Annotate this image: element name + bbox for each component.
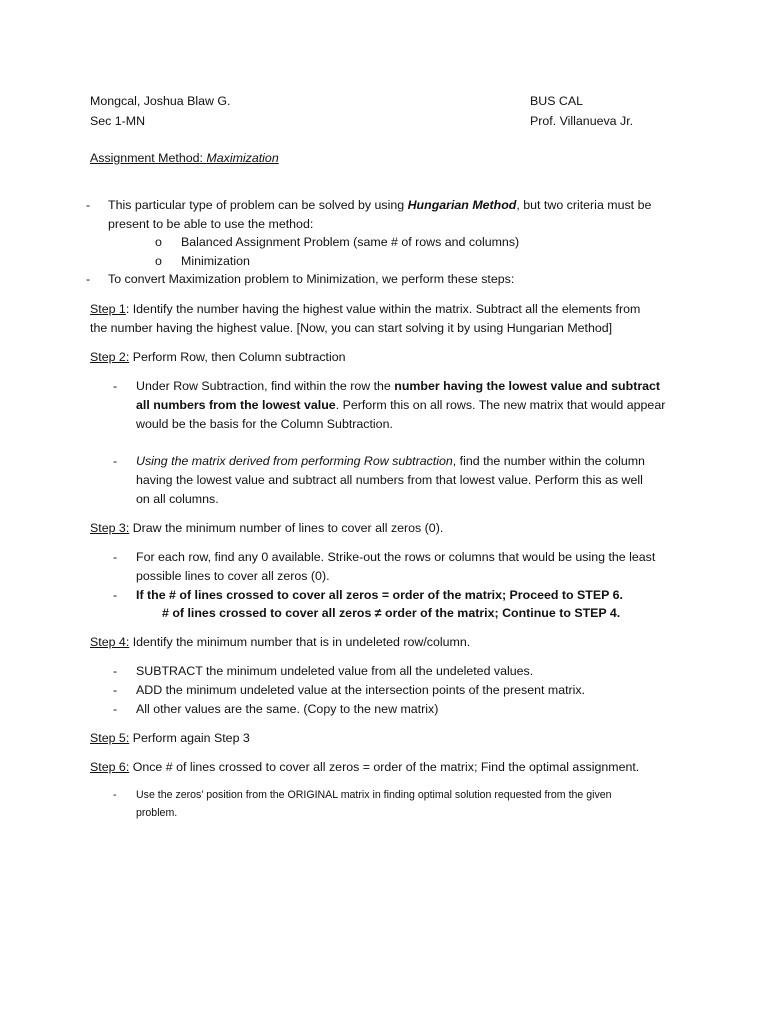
step-1: Step 1: Identify the number having the highest value within the matrix. Subtract all the elements from the number having the highest value. [Now, you can start solving it by using Hungarian Method] <box>90 302 641 335</box>
step-3-bullet-1: For each row, find any 0 available. Strike-out the rows or columns that would be using the least possible lines to cover all zeros (0). <box>136 550 656 583</box>
step-3-bullet-2-alt: # of lines crossed to cover all zeros ≠ order of the matrix; Continue to STEP 4. <box>162 606 621 620</box>
dash-marker: - <box>113 588 118 602</box>
dash-marker: - <box>113 702 118 716</box>
step-5: Step 5: Perform again Step 3 <box>90 731 250 745</box>
step-4: Step 4: Identify the minimum number that is in undeleted row/column. <box>90 635 471 649</box>
step-2-bullet-2: Using the matrix derived from performing Row subtraction, find the number within the column having the lowest value and subtract all numbers from that lowest value. Perform this as well on all columns. <box>136 454 645 506</box>
dash-marker: - <box>113 789 117 801</box>
step-4-label: Step 4: <box>90 635 130 649</box>
step-3-label: Step 3: <box>90 521 130 535</box>
step-2-bullet-1: Under Row Subtraction, find within the row the number having the lowest value and subtract all numbers from the lowest value. Perform this on all rows. The new matrix that would appear would be the basis for the Column Subtraction. <box>136 379 666 431</box>
step-6-bullet-1: Use the zeros’ position from the ORIGINAL matrix in finding optimal solution requested from the given problem. <box>136 789 612 819</box>
dash-marker: - <box>113 683 118 697</box>
step-2: Step 2: Perform Row, then Column subtraction <box>90 350 346 364</box>
student-name: Mongcal, Joshua Blaw G. <box>90 94 231 108</box>
dash-marker: - <box>86 198 91 212</box>
step-3: Step 3: Draw the minimum number of lines to cover all zeros (0). <box>90 521 444 535</box>
dash-marker: - <box>113 664 118 678</box>
dash-marker: - <box>113 379 118 393</box>
dash-marker: - <box>113 550 118 564</box>
criterion-balanced: Balanced Assignment Problem (same # of rows and columns) <box>181 235 520 249</box>
hungarian-method-term: Hungarian Method <box>407 198 517 212</box>
step-5-label: Step 5: <box>90 731 130 745</box>
intro-bullet-2: To convert Maximization problem to Minimization, we perform these steps: <box>108 272 515 286</box>
course: BUS CAL <box>530 94 584 108</box>
dash-marker: - <box>86 272 91 286</box>
step-3-bullet-2: If the # of lines crossed to cover all zeros = order of the matrix; Proceed to STEP 6. <box>136 588 623 602</box>
step-4-bullet-1: SUBTRACT the minimum undeleted value from all the undeleted values. <box>136 664 534 678</box>
professor: Prof. Villanueva Jr. <box>530 114 634 128</box>
step-4-bullet-3: All other values are the same. (Copy to the new matrix) <box>136 702 439 716</box>
sub-bullet-marker: o <box>155 254 162 268</box>
document-title <box>90 149 279 168</box>
step-2-label: Step 2: <box>90 350 130 364</box>
sub-bullet-marker: o <box>155 235 162 249</box>
title-topic: Maximization <box>206 151 279 165</box>
step-6: Step 6: Once # of lines crossed to cover all zeros = order of the matrix; Find the optimal assignment. <box>90 760 640 774</box>
section: Sec 1-MN <box>90 114 146 128</box>
dash-marker: - <box>113 454 118 468</box>
step-6-label: Step 6: <box>90 760 130 774</box>
step-4-bullet-2: ADD the minimum undeleted value at the intersection points of the present matrix. <box>136 683 586 697</box>
criterion-minimization: Minimization <box>181 254 250 268</box>
title-prefix: Assignment Method: <box>90 151 207 165</box>
intro-bullet-1: This particular type of problem can be solved by using Hungarian Method, but two criteria must be present to be able to use the method: <box>108 198 652 231</box>
step-1-label: Step 1 <box>90 302 126 316</box>
